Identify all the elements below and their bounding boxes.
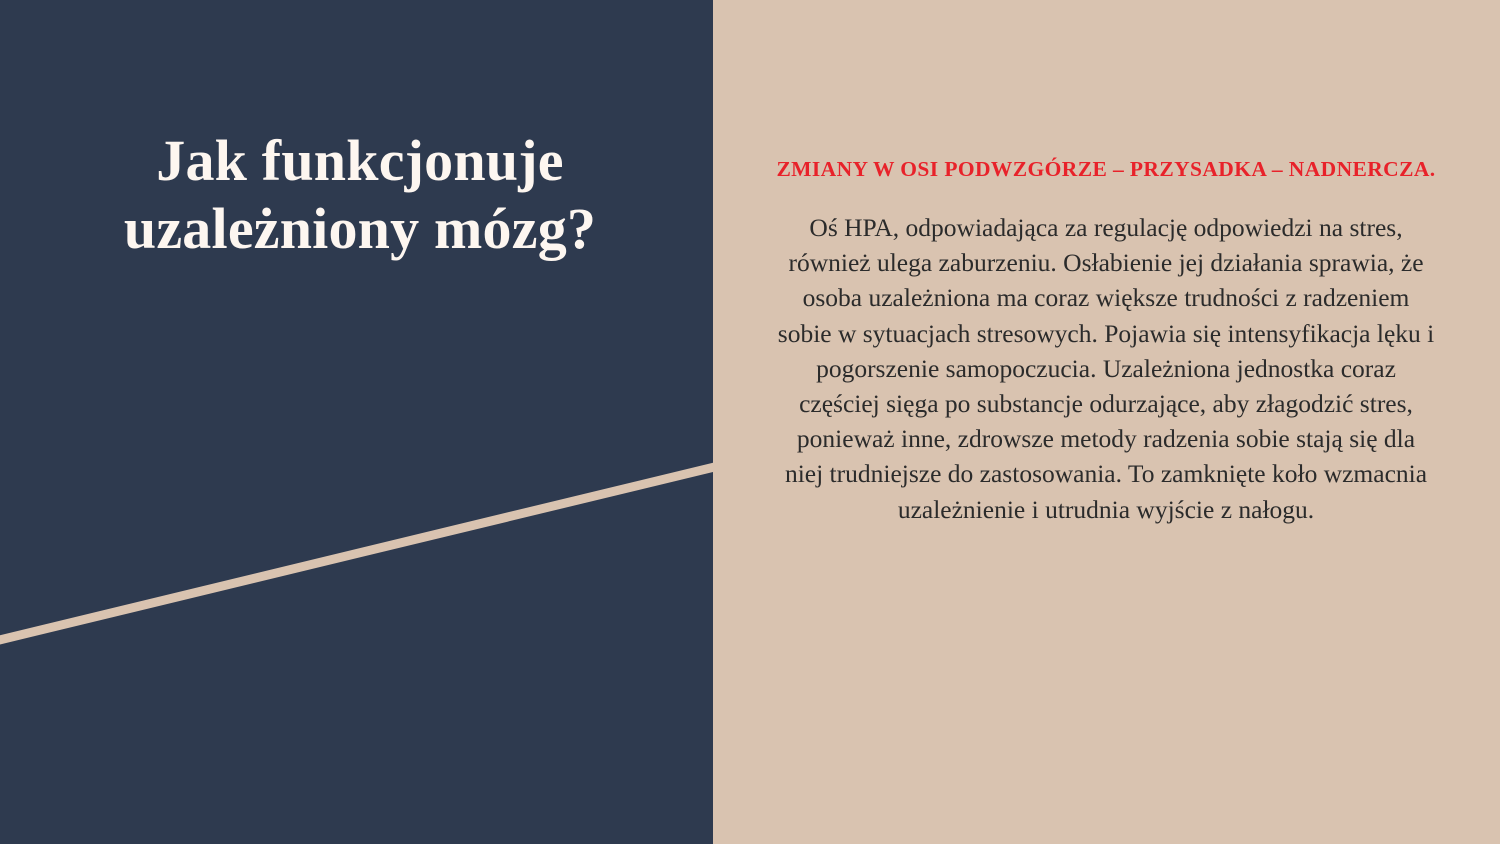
page-title: Jak funkcjonuje uzależniony mózg?	[123, 127, 597, 262]
left-panel	[0, 0, 713, 844]
section-heading: ZMIANY W OSI PODWZGÓRZE – PRZYSADKA – NADNERCZA.	[776, 157, 1436, 181]
right-panel	[713, 0, 1500, 844]
body-paragraph: Oś HPA, odpowiadająca za regulację odpowiedzi na stres, również ulega zaburzeniu. Osłabienie jej działania sprawia, że osoba uzależniona ma coraz większe trudności z radzeniem sobie w sytuacjach stresowych. Pojawia się intensyfikacja lęku i pogorszenie samopoczucia. Uzależniona jednostka coraz częściej sięga po substancje odurzające, aby złagodzić stres, ponieważ inne, zdrowsze metody radzenia sobie stają się dla niej trudniejsze do zastosowania. To zamknięte koło wzmacnia uzależnienie i utrudnia wyjście z nałogu.	[777, 213, 1435, 524]
decorative-diagonal-line	[0, 459, 713, 654]
content-block	[775, 155, 1437, 527]
